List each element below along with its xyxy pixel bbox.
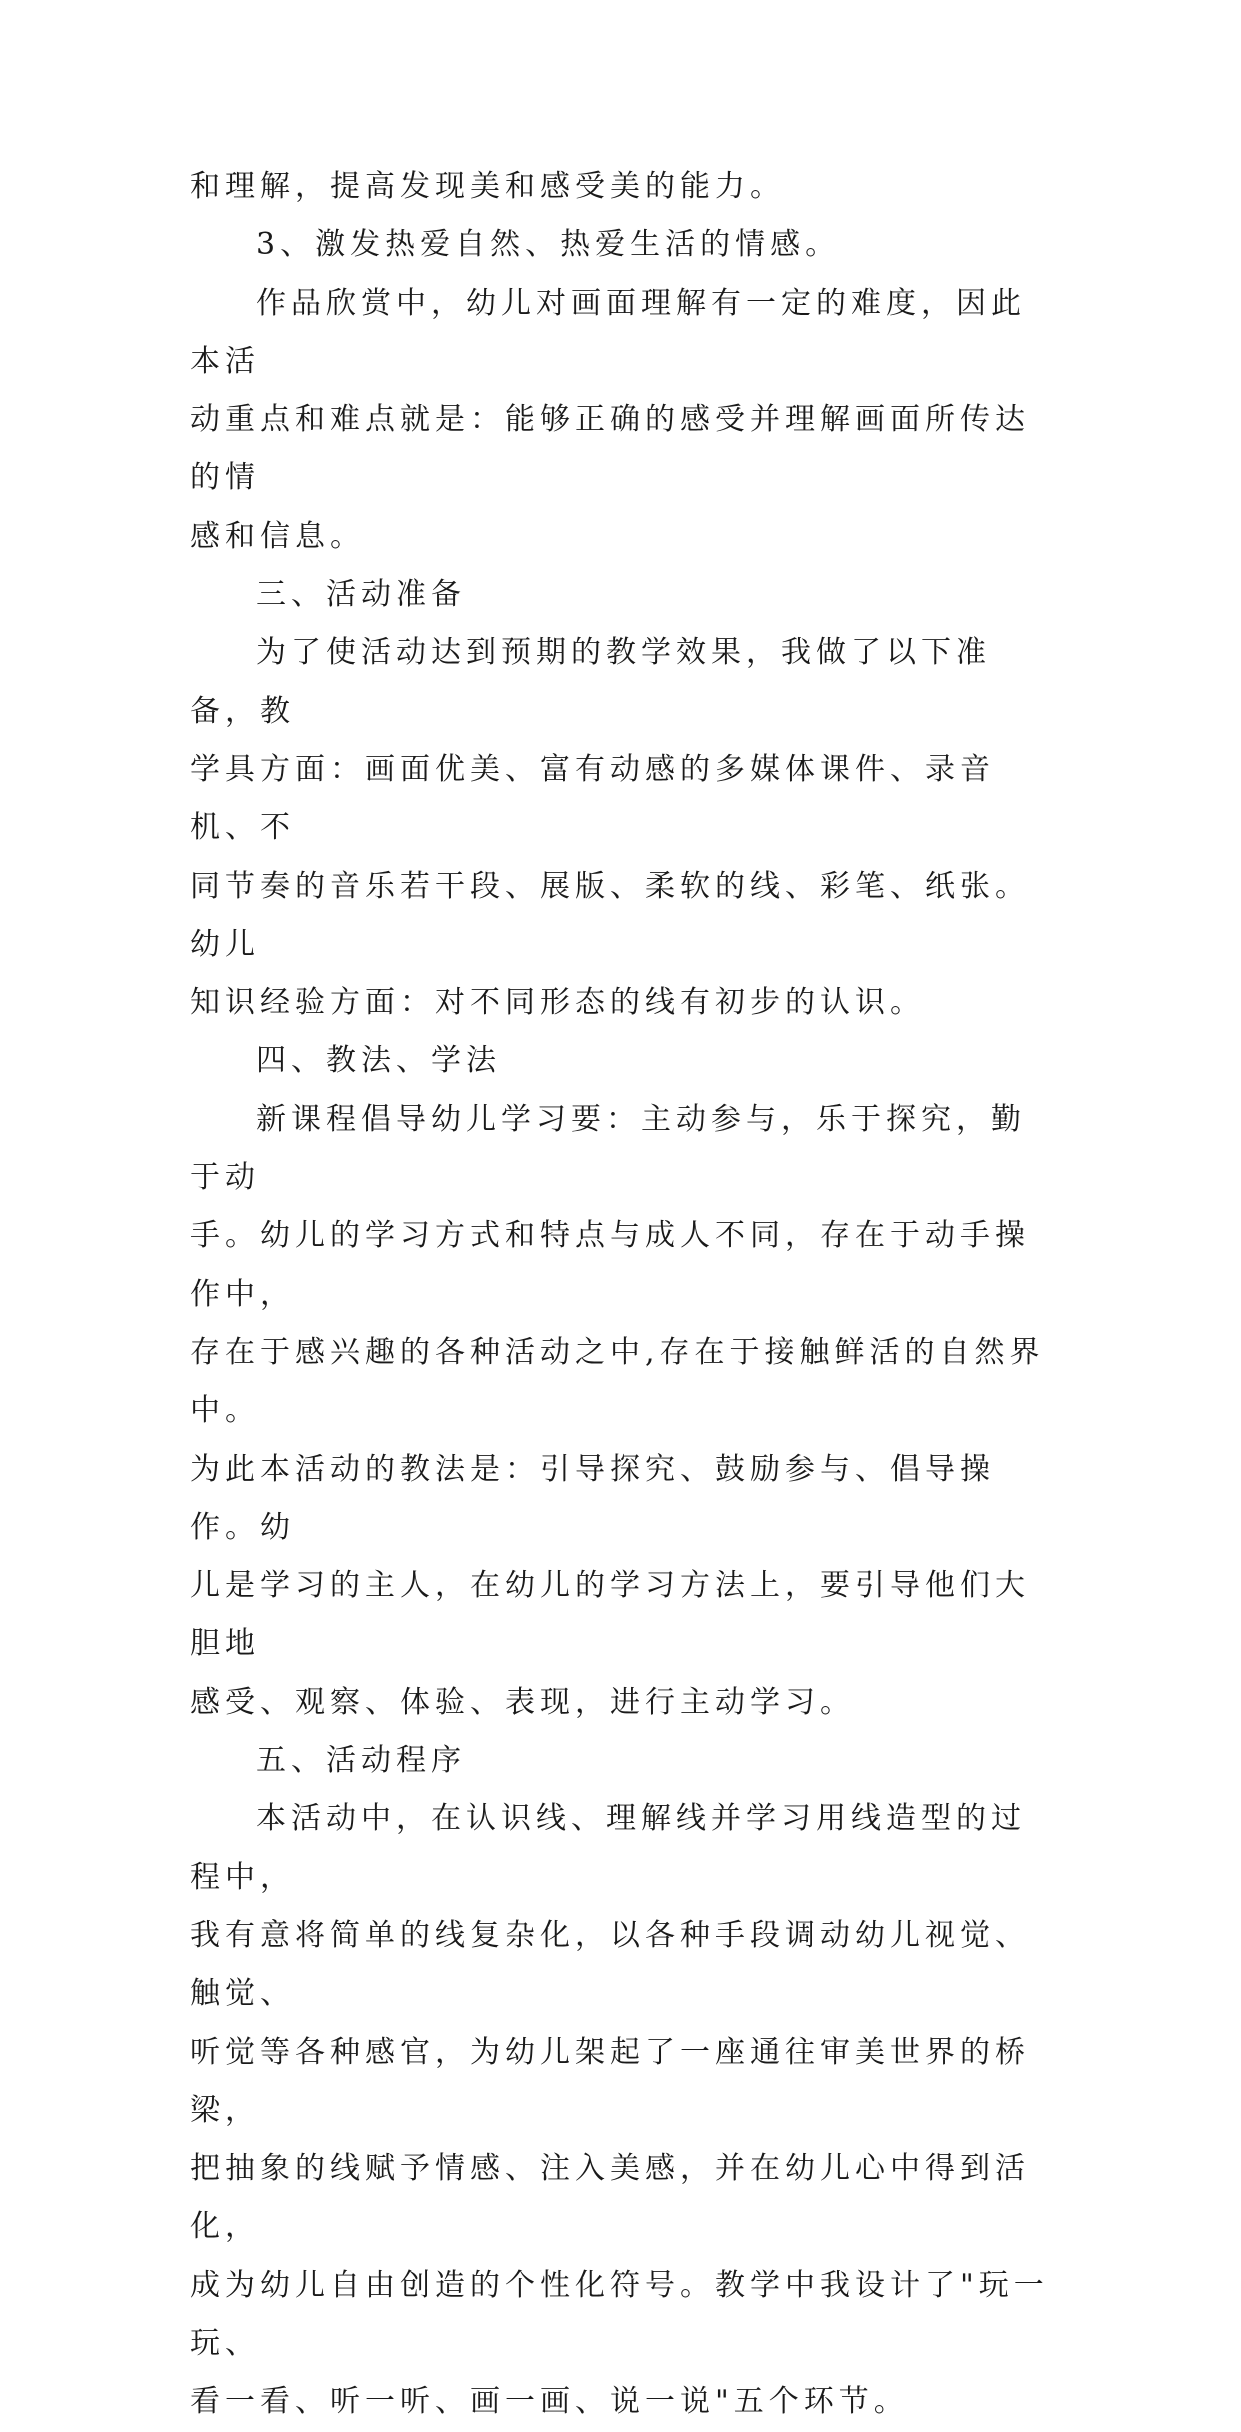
paragraph-difficulty: 作品欣赏中，幼儿对画面理解有一定的难度，因此本活 动重点和难点就是：能够正确的感受并理解画面所传达的情 感和信息。	[190, 285, 1030, 554]
document-body	[190, 158, 1060, 2432]
paragraph-preparation: 为了使活动达到预期的教学效果，我做了以下准备，教 学具方面：画面优美、富有动感的多媒体课件、录音机、不 同节奏的音乐若干段、展版、柔软的线、彩笔、纸张。幼儿 知识经验方面：对不同形态的线有初步的认识。	[190, 635, 1030, 1021]
paragraph-continuation: 和理解，提高发现美和感受美的能力。	[190, 169, 785, 204]
paragraph-goal-3: 3、激发热爱自然、热爱生活的情感。	[256, 227, 841, 263]
paragraph-procedure: 本活动中，在认识线、理解线并学习用线造型的过程中， 我有意将简单的线复杂化，以各种手段调动幼儿视觉、触觉、 听觉等各种感官，为幼儿架起了一座通往审美世界的桥梁， 把抽象的线赋予情感、注入美感，并在幼儿心中得到活化， 成为幼儿自由创造的个性化符号。教学中我设计了"玩一玩、 看一看、听一听、画一画、说一说"五个环节。	[190, 1801, 1049, 2420]
section-heading-methods: 四、教法、学法	[256, 1043, 501, 1079]
section-heading-procedure: 五、活动程序	[256, 1743, 466, 1779]
paragraph-methods: 新课程倡导幼儿学习要：主动参与，乐于探究，勤于动 手。幼儿的学习方式和特点与成人不同，存在于动手操作中， 存在于感兴趣的各种活动之中,存在于接触鲜活的自然界中。 为此本活动的教法是：引导探究、鼓励参与、倡导操作。幼 儿是学习的主人，在幼儿的学习方法上，要引导他们大胆地 感受、观察、体验、表现，进行主动学习。	[190, 1101, 1045, 1720]
section-heading-preparation: 三、活动准备	[256, 577, 466, 613]
